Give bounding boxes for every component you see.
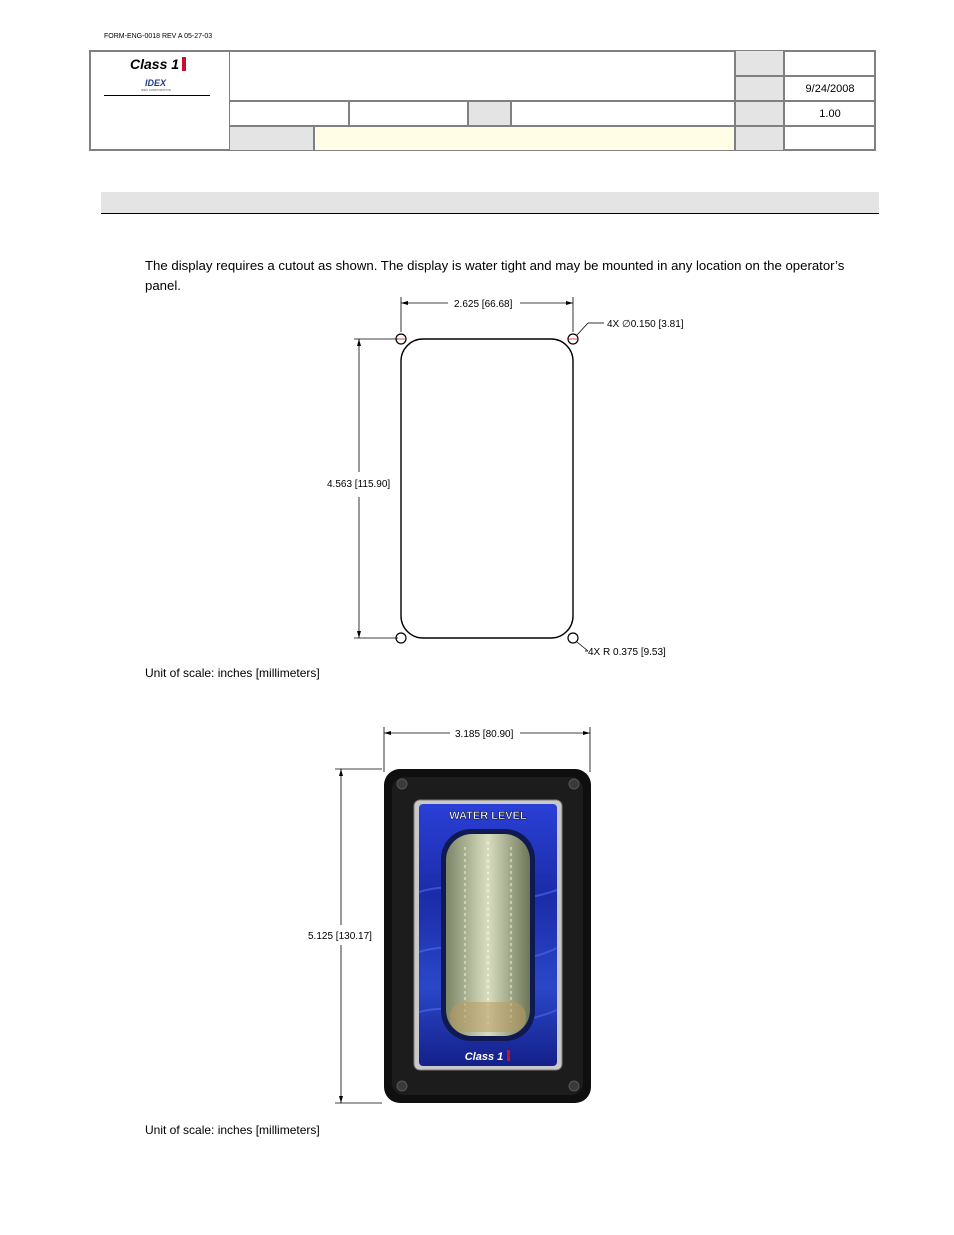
header-value-cell: [349, 101, 468, 126]
logo-divider: [104, 95, 210, 96]
bezel-screw: [569, 1081, 579, 1091]
form-code: FORM-ENG-0018 REV A 05-27-03: [104, 33, 213, 40]
display-height-dim: 5.125 [130.17]: [308, 931, 372, 942]
idex-logo-text: IDEX: [145, 78, 167, 88]
header-label-cell: [229, 126, 314, 151]
header-value-cell: [784, 50, 876, 76]
idex-logo: [140, 78, 180, 94]
cutout-outline: [401, 339, 573, 638]
header-date: 9/24/2008: [784, 76, 876, 101]
mounting-hole: [568, 633, 578, 643]
display-caption: Unit of scale: inches [millimeters]: [145, 1123, 320, 1137]
header-value-cell: [784, 126, 876, 151]
idex-logo-subtext: IDEX CORPORATION: [141, 88, 171, 92]
panel-title: WATER LEVEL: [449, 810, 527, 822]
cutout-drawing: [300, 292, 700, 662]
hole-callout: 4X ∅0.150 [3.81]: [607, 319, 684, 330]
panel-logo: Class 1: [464, 1051, 504, 1063]
header-revision: 1.00: [784, 101, 876, 126]
header-label-cell: [468, 101, 511, 126]
bezel-screw: [569, 779, 579, 789]
section-heading-band: [101, 192, 879, 214]
header-value-cell: [511, 101, 735, 126]
cutout-caption: Unit of scale: inches [millimeters]: [145, 666, 320, 680]
body-paragraph: The display requires a cutout as shown. The display is water tight and may be mounted in any location on the operator’s panel.: [145, 258, 845, 293]
class1-logo-text: Class 1: [130, 56, 180, 72]
cutout-width-dim: 2.625 [66.68]: [454, 299, 513, 310]
header-label-cell: [229, 101, 349, 126]
bezel-screw: [397, 779, 407, 789]
class1-logo-mark: [182, 57, 186, 71]
radius-callout: 4X R 0.375 [9.53]: [588, 647, 666, 658]
display-width-dim: 3.185 [80.90]: [455, 729, 514, 740]
header-label-cell: [735, 50, 784, 76]
cutout-height-dim: 4.563 [115.90]: [327, 479, 391, 490]
class1-logo: [128, 55, 190, 75]
header-label-cell: [735, 126, 784, 151]
header-label-cell: [735, 101, 784, 126]
header-label-cell: [735, 76, 784, 101]
header-input-cell: [314, 126, 735, 151]
bezel-screw: [397, 1081, 407, 1091]
display-drawing: [300, 722, 620, 1108]
header-title-cell: [229, 50, 735, 101]
